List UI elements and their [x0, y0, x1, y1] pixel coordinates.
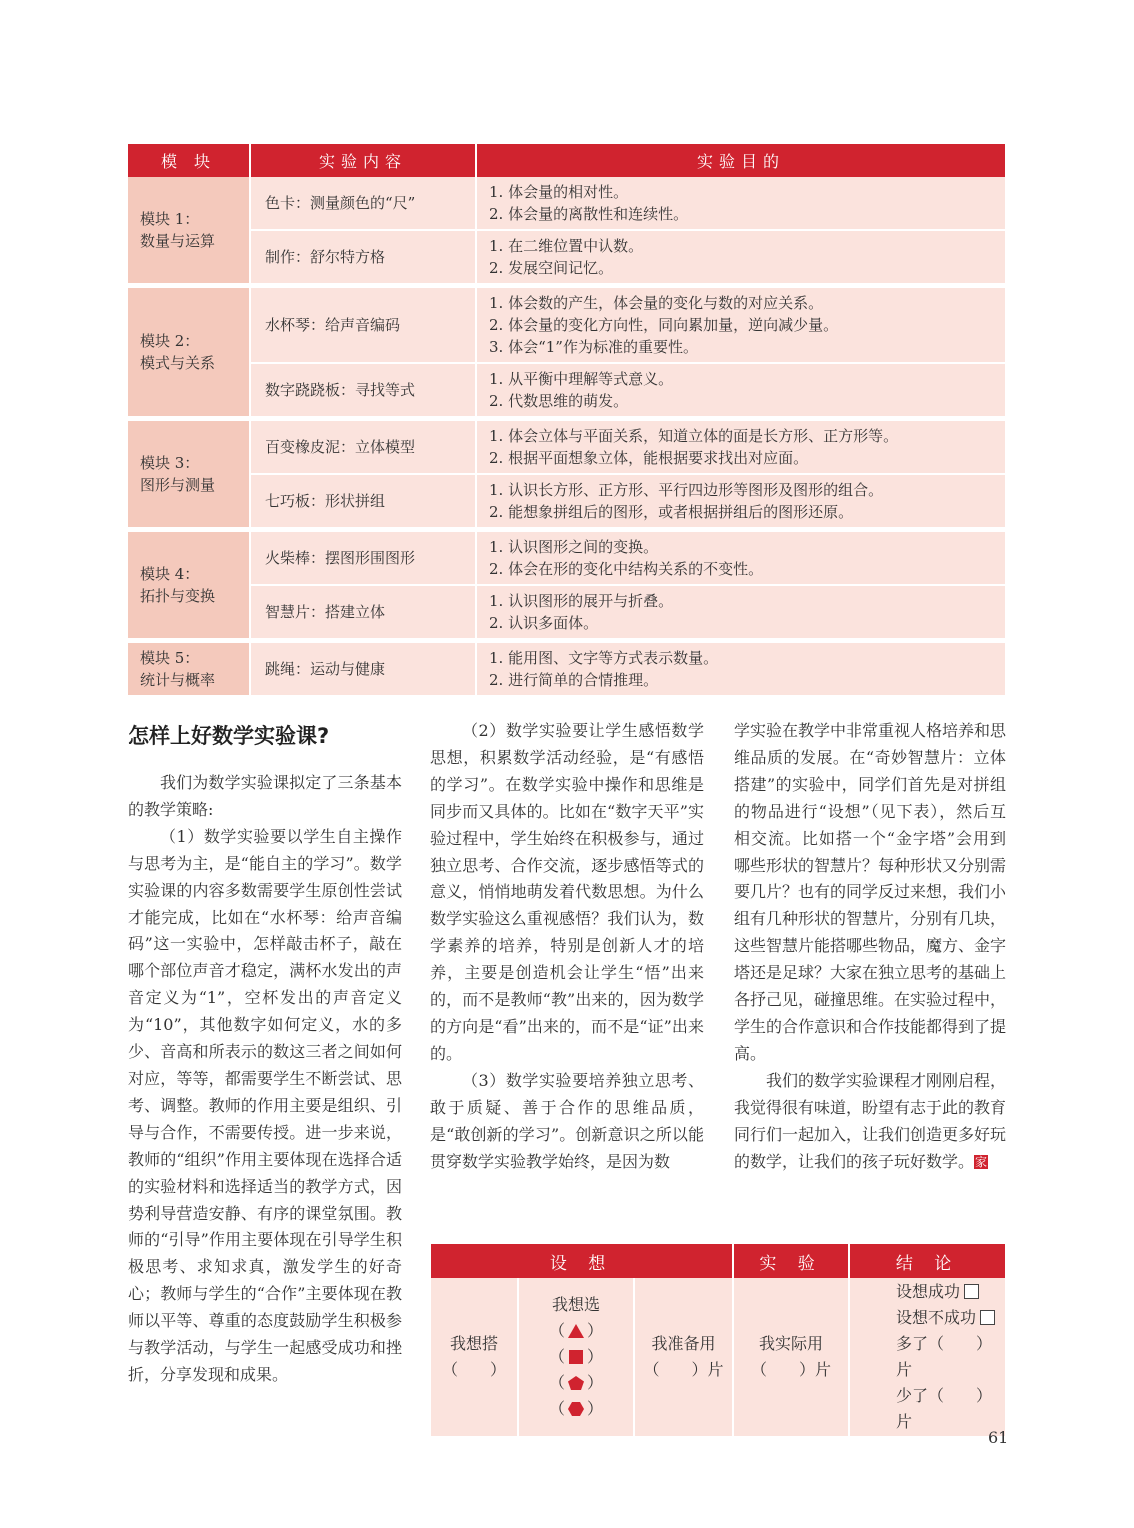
- module-name: 数量与运算: [140, 232, 216, 250]
- more-label: 多了（ ）片: [896, 1334, 993, 1379]
- module-name-cell: [128, 288, 250, 417]
- experiment-purpose: [476, 288, 1005, 363]
- module-table-header: [128, 144, 1005, 177]
- module-name: 统计与概率: [140, 671, 216, 689]
- experiment-content: 智慧片：搭建立体: [250, 585, 476, 639]
- page-number: 61: [988, 1428, 1009, 1447]
- paragraph: （3）数学实验要培养独立思考、敢于质疑、善于合作的思维品质，是“敢创新的学习”。创新意识之所以能贯穿数学实验教学始终，是因为数: [430, 1070, 704, 1171]
- paragraph: 我们为数学实验课拟定了三条基本的教学策略:: [128, 773, 402, 819]
- module-number: 模块 4：: [140, 565, 200, 583]
- purpose-item: 2. 能想象拼组后的图形，或者根据拼组后的图形还原。: [489, 503, 854, 521]
- module-row: [128, 230, 1005, 284]
- experiment-purpose: [476, 177, 1005, 230]
- success-option: 设想成功: [896, 1279, 1004, 1305]
- header-experiment: 实 验: [733, 1244, 849, 1278]
- module-name-cell: [128, 421, 250, 528]
- fail-checkbox[interactable]: [980, 1310, 995, 1325]
- less-label: 少了（ ）片: [896, 1386, 993, 1431]
- purpose-item: 3. 体会“1”作为标准的重要性。: [489, 338, 698, 356]
- module-row: [128, 585, 1005, 639]
- purpose-item: 2. 根据平面想象立体，能根据要求找出对应面。: [489, 449, 809, 467]
- want-build-label: 我想搭: [449, 1334, 498, 1353]
- module-row: [128, 288, 1005, 363]
- module-row: [128, 532, 1005, 585]
- header-conclusion: 结 论: [849, 1244, 1005, 1278]
- experiment-content: 火柴棒：摆图形围图形: [250, 532, 476, 585]
- purpose-item: 2. 认识多面体。: [489, 614, 599, 632]
- experiment-purpose: [476, 421, 1005, 474]
- fail-option: 设想不成功: [896, 1305, 1004, 1331]
- actual-cell: [733, 1278, 849, 1436]
- experiment-purpose: [476, 532, 1005, 585]
- purpose-item: 1. 能用图、文字等方式表示数量。: [489, 649, 719, 667]
- module-row: [128, 643, 1005, 696]
- want-choose-cell: [518, 1278, 634, 1436]
- article-column-2: [430, 718, 704, 1175]
- module-row: [128, 474, 1005, 528]
- shape-option: （ ）: [548, 1347, 604, 1366]
- module-table: [128, 144, 1005, 697]
- want-build-cell: [431, 1278, 518, 1436]
- experiment-content: 水杯琴：给声音编码: [250, 288, 476, 363]
- module-number: 模块 1：: [140, 210, 200, 228]
- experiment-content: 色卡：测量颜色的“尺”: [250, 177, 476, 230]
- purpose-item: 2. 代数思维的萌发。: [489, 392, 629, 410]
- experiment-purpose: [476, 363, 1005, 417]
- experiment-table: [431, 1244, 1005, 1436]
- shape-option: （ ）: [548, 1321, 604, 1340]
- purpose-item: 2. 进行简单的合情推理。: [489, 671, 659, 689]
- header-module: 模 块: [128, 144, 250, 177]
- shape-option: （ ）: [548, 1399, 604, 1418]
- experiment-content: 跳绳：运动与健康: [250, 643, 476, 696]
- pentagon-icon: [567, 1375, 585, 1391]
- header-hypothesis: 设 想: [431, 1244, 733, 1278]
- experiment-content: 数字跷跷板：寻找等式: [250, 363, 476, 417]
- article-heading: 怎样上好数学实验课?: [128, 724, 330, 748]
- prepare-cell: [634, 1278, 733, 1436]
- paragraph: （1）数学实验要以学生自主操作与思考为主，是“能自主的学习”。数学实验课的内容多数需要学生原创性尝试才能完成，比如在“水杯琴：给声音编码”这一实验中，怎样敲击杯子，敲在哪个部位声音才稳定，满杯水发出的声音定义为“1”，空杯发出的声音定义为“10”，其他数字如何定义，水的多少、音高和所表示的数这三者之间如何对应，等等，都需要学生不断尝试、思考、调整。教师的作用主要是组织、引导与合作，不需要传授。进一步来说，教师的“组织”作用主要体现在选择合适的实验材料和选择适当的教学方式，因势利导营造安静、有序的课堂氛围。教师的“引导”作用主要体现在引导学生积极思考、求知求真，激发学生的好奇心；教师与学生的“合作”主要体现在教师以平等、尊重的态度鼓励学生积极参与教学活动，与学生一起感受成功和挫折，分享发现和成果。: [128, 826, 402, 1384]
- module-name-cell: [128, 532, 250, 639]
- success-checkbox[interactable]: [964, 1284, 979, 1299]
- purpose-item: 2. 体会在形的变化中结构关系的不变性。: [489, 560, 764, 578]
- purpose-item: 1. 在二维位置中认数。: [489, 237, 644, 255]
- experiment-content: 七巧板：形状拼组: [250, 474, 476, 528]
- prepare-label: 我准备用: [651, 1334, 716, 1353]
- experiment-row: [431, 1278, 1005, 1436]
- header-purpose: 实验目的: [476, 144, 1005, 177]
- purpose-item: 1. 认识图形的展开与折叠。: [489, 592, 674, 610]
- experiment-purpose: [476, 230, 1005, 284]
- purpose-item: 1. 体会数的产生，体会量的变化与数的对应关系。: [489, 294, 824, 312]
- purpose-item: 2. 发展空间记忆。: [489, 259, 614, 277]
- triangle-icon: [567, 1323, 585, 1339]
- shape-option: （ ）: [548, 1373, 604, 1392]
- actual-label: 我实际用: [759, 1334, 824, 1353]
- end-mark-icon: 家: [975, 1154, 988, 1169]
- purpose-item: 1. 认识图形之间的变换。: [489, 538, 659, 556]
- article-column-1: [128, 770, 402, 1389]
- hexagon-icon: [567, 1401, 585, 1417]
- module-name: 拓扑与变换: [140, 587, 216, 605]
- module-row: [128, 363, 1005, 417]
- square-icon: [567, 1349, 585, 1365]
- paragraph-text: 我们的数学实验课程才刚刚启程，我觉得很有味道，盼望有志于此的教育同行们一起加入，让我们创造更多好玩的数学，让我们的孩子玩好数学。: [734, 1070, 1007, 1171]
- paragraph: （2）数学实验要让学生感悟数学思想，积累数学活动经验，是“有感悟的学习”。在数学实验中操作和思维是同步而又具体的。比如在“数字天平”实验过程中，学生始终在积极参与，通过独立思考、合作交流，逐步感悟等式的意义，悄悄地萌发着代数思想。为什么数学实验这么重视感悟？我们认为，数学素养的培养，特别是创新人才的培养，主要是创造机会让学生“悟”出来的，而不是教师“教”出来的，因为数学的方向是“看”出来的，而不是“证”出来的。: [430, 721, 704, 1063]
- experiment-purpose: [476, 474, 1005, 528]
- experiment-purpose: [476, 643, 1005, 696]
- purpose-item: 1. 认识长方形、正方形、平行四边形等图形及图形的组合。: [489, 481, 884, 499]
- purpose-item: 1. 从平衡中理解等式意义。: [489, 370, 674, 388]
- paragraph: [734, 1068, 1006, 1176]
- article-column-3: [734, 718, 1006, 1175]
- module-name: 模式与关系: [140, 354, 216, 372]
- module-name: 图形与测量: [140, 476, 216, 494]
- module-row: [128, 177, 1005, 230]
- module-name-cell: [128, 643, 250, 696]
- experiment-content: 百变橡皮泥：立体模型: [250, 421, 476, 474]
- actual-blank: （ ）片: [751, 1360, 832, 1379]
- purpose-item: 1. 体会量的相对性。: [489, 183, 629, 201]
- module-number: 模块 5：: [140, 649, 200, 667]
- want-choose-label: 我想选: [551, 1295, 600, 1314]
- experiment-content: 制作：舒尔特方格: [250, 230, 476, 284]
- module-number: 模块 3：: [140, 454, 200, 472]
- purpose-item: 2. 体会量的离散性和连续性。: [489, 205, 689, 223]
- module-number: 模块 2：: [140, 332, 200, 350]
- experiment-table-header: [431, 1244, 1005, 1278]
- purpose-item: 1. 体会立体与平面关系，知道立体的面是长方形、正方形等。: [489, 427, 899, 445]
- prepare-blank: （ ）片: [643, 1360, 724, 1379]
- purpose-item: 2. 体会量的变化方向性，同向累加量，逆向减少量。: [489, 316, 839, 334]
- paragraph: 学实验在教学中非常重视人格培养和思维品质的发展。在“奇妙智慧片：立体搭建”的实验中，同学们首先是对拼组的物品进行“设想”（见下表），然后互相交流。比如搭一个“金字塔”会用到哪些形状的智慧片？每种形状又分别需要几片？也有的同学反过来想，我们小组有几种形状的智慧片，分别有几块，这些智慧片能搭哪些物品，魔方、金字塔还是足球？大家在独立思考的基础上各抒己见，碰撞思维。在实验过程中，学生的合作意识和合作技能都得到了提高。: [734, 721, 1007, 1063]
- header-content: 实验内容: [250, 144, 476, 177]
- module-row: [128, 421, 1005, 474]
- experiment-purpose: [476, 585, 1005, 639]
- module-name-cell: [128, 177, 250, 284]
- want-build-blank: （ ）: [441, 1360, 506, 1379]
- conclusion-cell: [849, 1278, 1005, 1436]
